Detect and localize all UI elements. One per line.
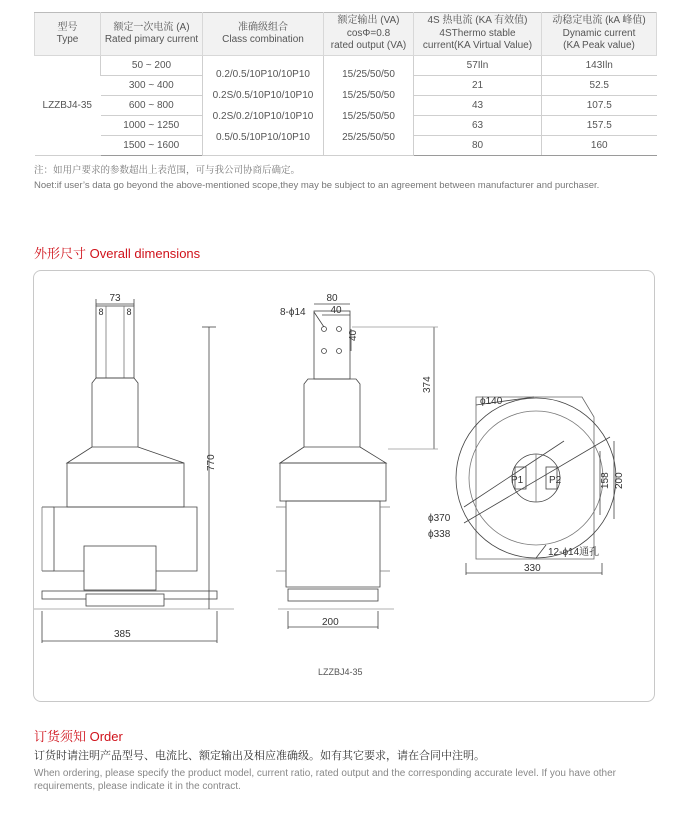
dynamic-cell: 160 <box>542 136 657 156</box>
plan-dim-158: 158 <box>600 472 611 489</box>
plan-dim-330: 330 <box>524 563 541 574</box>
current-cell: 600 ~ 800 <box>101 96 203 116</box>
plan-dim-338: ϕ338 <box>428 529 451 540</box>
dynamic-cell: 157.5 <box>542 116 657 136</box>
header-current: 额定一次电流 (A) Rated pimary current <box>101 13 203 56</box>
plan-view <box>428 396 625 575</box>
side-dim-374: 374 <box>422 376 433 393</box>
plan-p1: P1 <box>511 475 524 486</box>
side-main-body <box>286 501 380 587</box>
order-text-en: When ordering, please specify the product model, current ratio, rated output and the corresponding accurate level. If you have other requirements, please indicate it in the contract. <box>34 768 617 792</box>
side-shoulder <box>280 447 386 463</box>
front-dim-73: 73 <box>109 293 121 304</box>
note-cn: 注：如用户要求的参数超出上表范围，可与我公司协商后确定。 <box>34 165 301 176</box>
dimensions-drawing-box <box>33 270 655 702</box>
header-thermal: 4S 热电流 (KA 有效值) 4SThermo stable current(KA Virtual Value) <box>414 13 542 56</box>
side-dim-80: 80 <box>326 293 338 304</box>
header-output: 额定输出 (VA) cosΦ=0.8 rated output (VA) <box>324 13 414 56</box>
dimensions-title: 外形尺寸 Overall dimensions <box>34 246 201 261</box>
header-class: 准确级组合 Class combination <box>203 13 324 56</box>
thermal-cell: 21 <box>414 76 542 96</box>
side-cap <box>280 463 386 501</box>
side-dim-pitch: 40 <box>348 329 359 341</box>
front-terminal-block <box>86 594 164 606</box>
front-cap <box>67 463 184 507</box>
current-cell: 300 ~ 400 <box>101 76 203 96</box>
plan-dim-370: ϕ370 <box>428 513 451 524</box>
front-view <box>34 293 234 643</box>
order-title: 订货须知 Order <box>34 729 123 744</box>
side-terminal-plate <box>314 311 350 379</box>
thermal-cell: 43 <box>414 96 542 116</box>
plan-dim-140: ϕ140 <box>480 396 503 407</box>
dynamic-cell: 143Iln <box>542 56 657 76</box>
plan-p2: P2 <box>549 475 562 486</box>
front-dim-385: 385 <box>114 629 131 640</box>
front-shoulder <box>67 447 184 463</box>
dynamic-cell: 107.5 <box>542 96 657 116</box>
class-cell: 0.2/0.5/10P10/10P10 0.2S/0.5/10P10/10P10 0.2S/0.2/10P10/10P10 0.5/0.5/10P10/10P10 <box>203 56 324 156</box>
current-cell: 1500 ~ 1600 <box>101 136 203 156</box>
spec-table <box>34 12 657 156</box>
side-upper-body <box>304 379 360 447</box>
thermal-cell: 57Iln <box>414 56 542 76</box>
thermal-cell: 63 <box>414 116 542 136</box>
current-cell: 1000 ~ 1250 <box>101 116 203 136</box>
output-cell: 15/25/50/50 15/25/50/50 15/25/50/50 25/25/50/50 <box>324 56 414 156</box>
plan-holes-label: 12-ϕ14通孔 <box>548 547 600 558</box>
dimension-drawings <box>34 271 656 703</box>
thermal-cell: 80 <box>414 136 542 156</box>
type-cell: LZZBJ4-35 <box>35 56 101 156</box>
front-dim-8b: 8 <box>126 307 132 317</box>
table-header-row <box>35 13 657 56</box>
dynamic-cell: 52.5 <box>542 76 657 96</box>
order-text-cn: 订货时请注明产品型号、电流比、额定输出及相应准确级。如有其它要求，请在合同中注明。 <box>34 750 485 762</box>
table-row <box>35 56 657 76</box>
side-dim-200: 200 <box>322 617 339 628</box>
front-dim-8a: 8 <box>98 307 104 317</box>
header-type: 型号 Type <box>35 13 101 56</box>
front-upper-body <box>92 378 138 447</box>
drawing-caption: LZZBJ4-35 <box>318 667 363 677</box>
plan-outline <box>476 397 594 559</box>
side-base <box>288 589 378 601</box>
front-dim-770: 770 <box>206 454 217 471</box>
side-hole-label: 8-ϕ14 <box>280 307 306 318</box>
header-dynamic: 动稳定电流 (kA 峰值) Dynamic current (KA Peak value) <box>542 13 657 56</box>
current-cell: 50 ~ 200 <box>101 56 203 76</box>
front-nameplate <box>84 546 156 590</box>
side-view <box>276 293 438 629</box>
plan-dim-200: 200 <box>614 472 625 489</box>
side-dim-40: 40 <box>330 305 342 316</box>
note-en: Noet:if user’s data go beyond the above-mentioned scope,they may be subject to an agreement between manufacturer and purchaser. <box>34 180 600 191</box>
